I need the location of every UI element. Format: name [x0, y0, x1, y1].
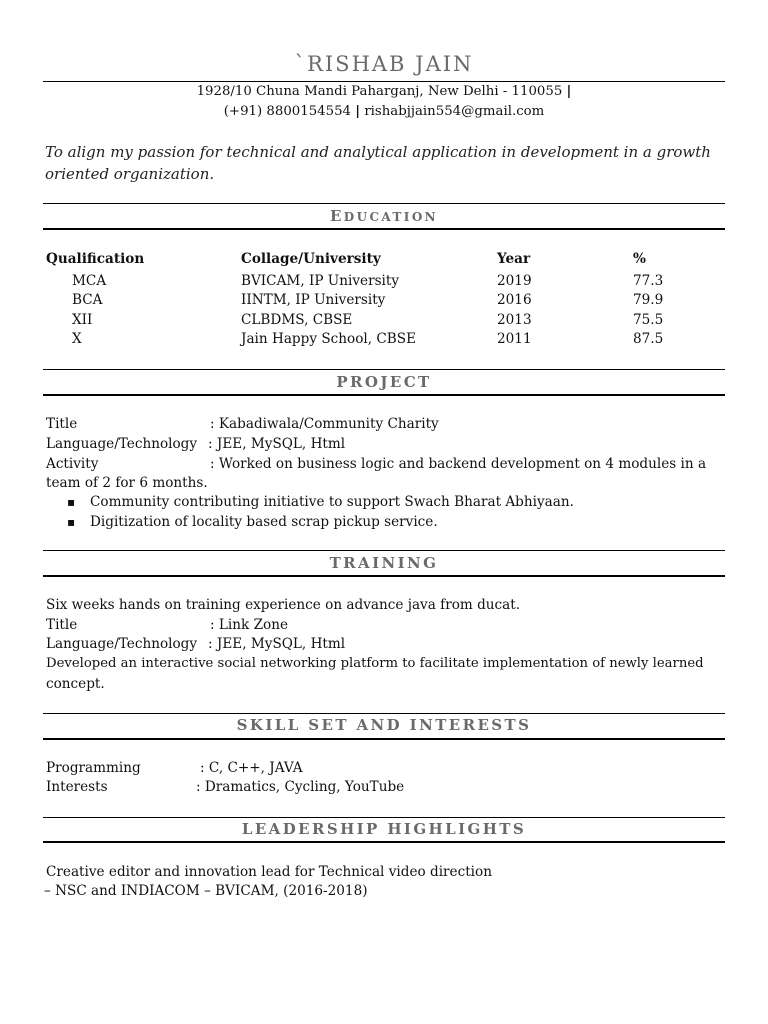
objective-text: To align my passion for technical and analytical application in development in a growth oriented organization. [45, 143, 711, 183]
training-description-cont: concept. [46, 676, 105, 692]
section-divider-top [43, 713, 725, 714]
section-title-skills: SKILL SET AND INTERESTS [236, 716, 532, 734]
table-header-percent: % [633, 251, 646, 267]
section-divider-top [43, 369, 725, 370]
section-divider-top [43, 203, 725, 204]
address-text: 1928/10 Chuna Mandi Paharganj, New Delhi - 110055 [196, 84, 563, 99]
resume-page: `RISHAB JAIN 1928/10 Chuna Mandi Paharganj, New Delhi - 110055 | (+91) 8800154554 | rishabjjain554@gmail.com To align my passion for technical and analytical application in development in a growth oriented organization. EDUCATION Qualification Collage/University Year % MCA BVICAM, IP University 2019 77.3 BCA IINTM, IP University 2016 79.9 XII CLBDMS, CBSE 2013 75.5 X Jain Happy School, CBSE 2011 87.5 PROJECT Title : Kabadiwala/Community Charity Language/Technology : JEE, MySQL, Html Activity : Worked on business logic and backend development on 4 modules in a team of 2 for 6 months. ▪ Community contributing initiative to support Swach Bharat Abhiyaan. ▪ Digitization of locality based scrap pickup service. TRAINING Six weeks hands on training experience on advance java from ducat. Title : Link Zone Language/Technology : JEE, MySQL, Html Developed an interactive social networking platform to facilitate implementation of newly learned concept. SKILL SET AND INTERESTS Programming : C, C++, JAVA Interests : Dramatics, Cycling, YouTube LEADERSHIP HIGHLIGHTS Creative editor and innovation lead for Technical video direction – NSC and INDIACOM – BVICAM, (2016-2018) [0, 0, 768, 1024]
section-divider-bottom [43, 738, 725, 740]
field-value: : C, C++, JAVA [200, 760, 303, 776]
section-divider-bottom [43, 841, 725, 843]
leadership-line: Creative editor and innovation lead for Technical video direction [46, 864, 492, 880]
leadership-line: – NSC and INDIACOM – BVICAM, (2016-2018) [44, 883, 368, 899]
field-label: Title [46, 617, 78, 633]
separator: | [566, 84, 572, 99]
table-header-year: Year [497, 251, 531, 267]
field-label: Language/Technology [46, 636, 198, 652]
table-header-qualification: Qualification [46, 251, 145, 267]
section-divider-bottom [43, 394, 725, 396]
section-title-project: PROJECT [336, 373, 432, 391]
bullet-icon: ▪ [67, 515, 76, 529]
list-item: Community contributing initiative to support Swach Bharat Abhiyaan. [90, 494, 574, 510]
section-title-education: EDUCATION [329, 207, 439, 225]
field-label: Activity [46, 456, 99, 472]
bullet-icon: ▪ [67, 495, 76, 509]
field-value: : Link Zone [210, 617, 289, 633]
section-divider-bottom [43, 575, 725, 577]
field-value: : JEE, MySQL, Html [208, 636, 346, 652]
email-link[interactable]: rishabjjain554@gmail.com [364, 104, 545, 119]
address-line [0, 84, 768, 99]
phone-text: (+91) 8800154554 [223, 104, 351, 119]
header-divider [43, 81, 725, 82]
field-label: Language/Technology [46, 436, 198, 452]
section-divider-top [43, 817, 725, 818]
field-value: : Dramatics, Cycling, YouTube [196, 779, 405, 795]
training-intro: Six weeks hands on training experience on advance java from ducat. [46, 597, 521, 613]
section-divider-bottom [43, 228, 725, 230]
field-label: Title [46, 416, 78, 432]
activity-continued: team of 2 for 6 months. [46, 475, 208, 491]
separator: | [355, 104, 361, 119]
section-title-leadership: LEADERSHIP HIGHLIGHTS [241, 820, 527, 838]
field-value: : Kabadiwala/Community Charity [210, 416, 439, 432]
training-description: Developed an interactive social networking platform to facilitate implementation of newly learned [46, 656, 704, 671]
list-item: Digitization of locality based scrap pickup service. [90, 514, 438, 530]
field-value: : Worked on business logic and backend development on 4 modules in a [210, 456, 707, 472]
field-value: : JEE, MySQL, Html [208, 436, 346, 452]
table-header-university: Collage/University [241, 251, 381, 267]
contact-line [0, 104, 768, 119]
field-label: Interests [46, 779, 108, 795]
section-divider-top [43, 550, 725, 551]
field-label: Programming [46, 760, 141, 776]
section-title-training: TRAINING [329, 554, 439, 572]
candidate-name: `RISHAB JAIN [294, 52, 474, 76]
